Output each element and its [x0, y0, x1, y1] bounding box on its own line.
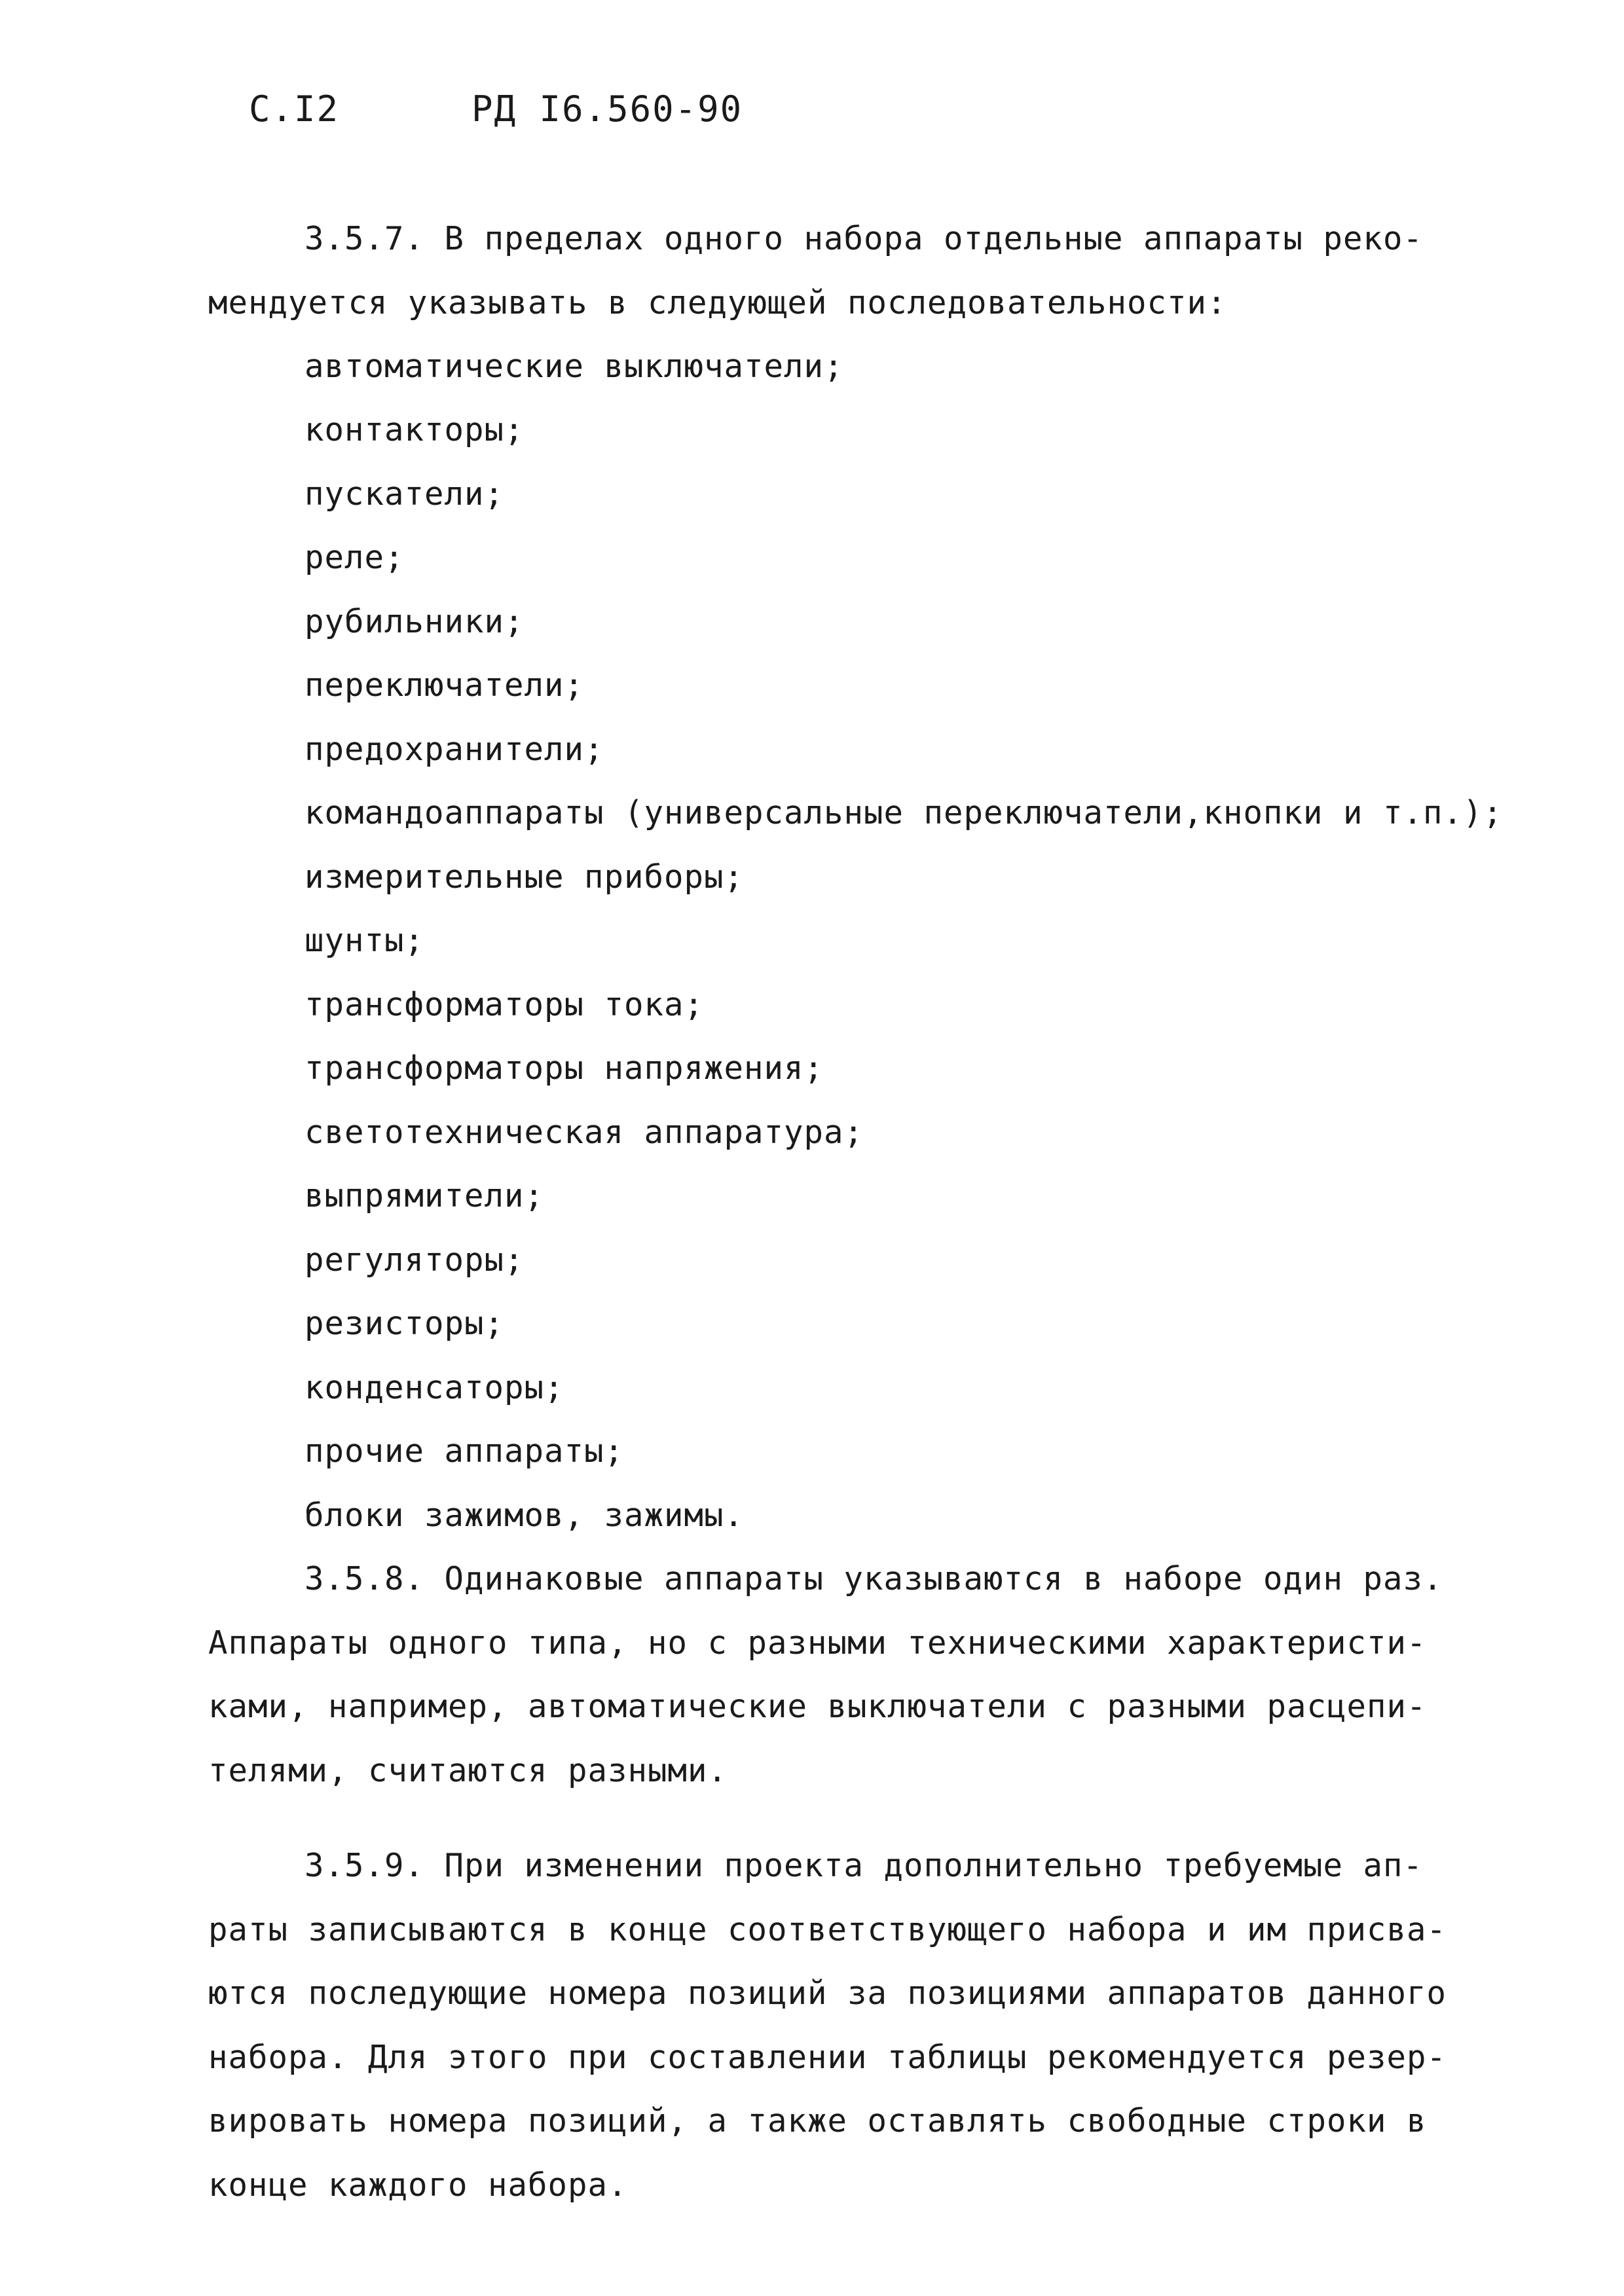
list-item: конденсаторы; [304, 1369, 564, 1406]
list-item: пускатели; [304, 475, 505, 513]
list-item: резисторы; [304, 1305, 505, 1342]
list-item: переключатели; [304, 666, 585, 704]
list-item: трансформаторы тока; [304, 986, 705, 1023]
list-item: шунты; [304, 922, 425, 959]
list-item: командоаппараты (универсальные переключатели,кнопки и т.п.); [304, 794, 1504, 831]
list-item: измерительные приборы; [304, 858, 745, 896]
paragraph-358-line-2: Аппараты одного типа, но с разными техническими характеристи- [208, 1624, 1427, 1662]
paragraph-359-line-3: ются последующие номера позиций за позициями аппаратов данного [208, 1975, 1447, 2012]
paragraph-358-line-4: телями, считаются разными. [208, 1752, 728, 1789]
paragraph-357-line-2: мендуется указывать в следующей последовательности: [208, 284, 1227, 321]
list-item: рубильники; [304, 603, 525, 640]
paragraph-359-line-5: вировать номера позиций, а также оставлять свободные строки в [208, 2102, 1427, 2140]
page-number: С.I2 [249, 88, 340, 130]
paragraph-359-line-4: набора. Для этого при составлении таблицы рекомендуется резер- [208, 2039, 1447, 2076]
list-item: трансформаторы напряжения; [304, 1049, 824, 1087]
list-item: регуляторы; [304, 1241, 525, 1279]
document-code: РД I6.560-90 [471, 88, 743, 130]
list-item: реле; [304, 539, 405, 576]
list-item: блоки зажимов, зажимы. [304, 1497, 745, 1534]
paragraph-357-line-1: 3.5.7. В пределах одного набора отдельные аппараты реко- [304, 220, 1424, 257]
list-item: прочие аппараты; [304, 1432, 625, 1470]
paragraph-359-line-6: конце каждого набора. [208, 2166, 628, 2204]
list-item: светотехническая аппаратура; [304, 1114, 864, 1151]
page-header [249, 88, 743, 130]
list-item: автоматические выключатели; [304, 348, 844, 385]
list-item: предохранители; [304, 731, 604, 768]
list-item: контакторы; [304, 411, 525, 448]
paragraph-358-line-3: ками, например, автоматические выключатели с разными расцепи- [208, 1688, 1427, 1725]
paragraph-359-line-2: раты записываются в конце соответствующего набора и им присва- [208, 1911, 1447, 1948]
paragraph-359-line-1: 3.5.9. При изменении проекта дополнительно требуемые ап- [304, 1847, 1424, 1884]
paragraph-358-line-1: 3.5.8. Одинаковые аппараты указываются в наборе один раз. [304, 1560, 1443, 1597]
list-item: выпрямители; [304, 1177, 545, 1214]
